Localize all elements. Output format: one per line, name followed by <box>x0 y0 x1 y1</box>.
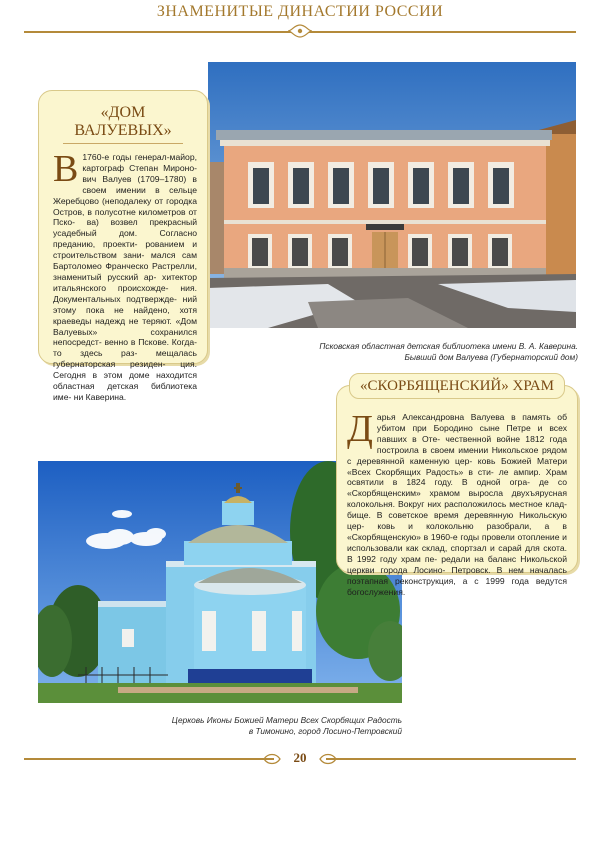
valuev-house-box <box>38 90 208 402</box>
church-caption <box>120 715 402 737</box>
valuev-house-paragraph: 1760-е годы генерал-майор, картограф Степан Мироно- вич Валуев (1709–1780) в своем имении в сельце Жеребцово (неподалеку от городка Остров, в полусотне километров от Пско- ва) возвел прекрасный усадебный дом. Согласно преданию, проекти- рованием и строительством зани- мался сам Бартоломео Франческо Растрелли, знаменитый русский ар- хитектор итальянского происхожде- ния. Документальных подтвержде- ний этому пока не найдено, хотя краеведы надежд не теряют. «Дом Валуевых» сохранился непосредст- венно в Пскове. Когда-то здесь раз- мещалась губернаторская резиден- ция. Сегодня в этом доме находится областная детская библиотека име- ни Каверина. <box>53 152 197 402</box>
page-number: 20 <box>293 750 307 765</box>
church-box <box>336 378 578 597</box>
footer-divider-left <box>24 758 274 760</box>
church-caption-line1: Церковь Иконы Божией Матери Всех Скорбящих Радость <box>171 715 402 725</box>
valuev-caption-line2: Бывший дом Валуева (Губернаторский дом) <box>404 352 578 362</box>
valuev-house-text <box>53 148 197 403</box>
church-paragraph: арья Александровна Валуева в память об убитом при Бородино сыне Петре и всех павших в Оте- чественной войне 1812 года построила в своем имении Никольское рядом с деревянной каменную цер- ковь Божией Матери «Всех Скорбящих Радость» в сти- ле ампир. Храм освятили в 1824 году. В одной огра- де со «Скорбященским» храмом выросла двухъярусная колокольня. Вокруг них расположилось местное клад- бище. В советское время деревянную Никольскую цер- ковь и колокольню разобрали, а в «Скорбященскую» в 1960-е годы провели отопление и использовали как склад, спортзал и сарай для скота. В 1992 году храм пе- редали на баланс Никольской церкви города Лосино- Петровск. В нем началась поэтапная реконструкция, а с 1999 года ведутся богослужения. <box>347 412 567 597</box>
church-title-wrap <box>337 373 577 399</box>
church-title: «СКОРБЯЩЕНСКИЙ» ХРАМ <box>349 373 565 399</box>
page-header-title: ЗНАМЕНИТЫЕ ДИНАСТИИ РОССИИ <box>156 3 444 20</box>
valuev-house-photo <box>208 62 576 328</box>
footer-ornament-right-icon <box>318 751 338 767</box>
valuev-house-title-line1: «ДОМ <box>100 104 146 121</box>
footer-ornament-left-icon <box>262 751 282 767</box>
valuev-house-title-line2: ВАЛУЕВЫХ» <box>74 122 172 139</box>
valuev-house-caption <box>300 341 578 363</box>
header-ornament-icon <box>286 23 314 39</box>
valuev-house-title <box>39 104 207 140</box>
title-underline <box>63 143 183 144</box>
dropcap: Д <box>347 408 373 450</box>
church-caption-line2: в Тимонино, город Лосино-Петровский <box>248 726 402 736</box>
footer-divider-right <box>326 758 576 760</box>
church-text <box>347 408 567 597</box>
dropcap: В <box>53 148 79 190</box>
valuev-caption-line1: Псковская областная детская библиотека имени В. А. Каверина. <box>319 341 578 351</box>
